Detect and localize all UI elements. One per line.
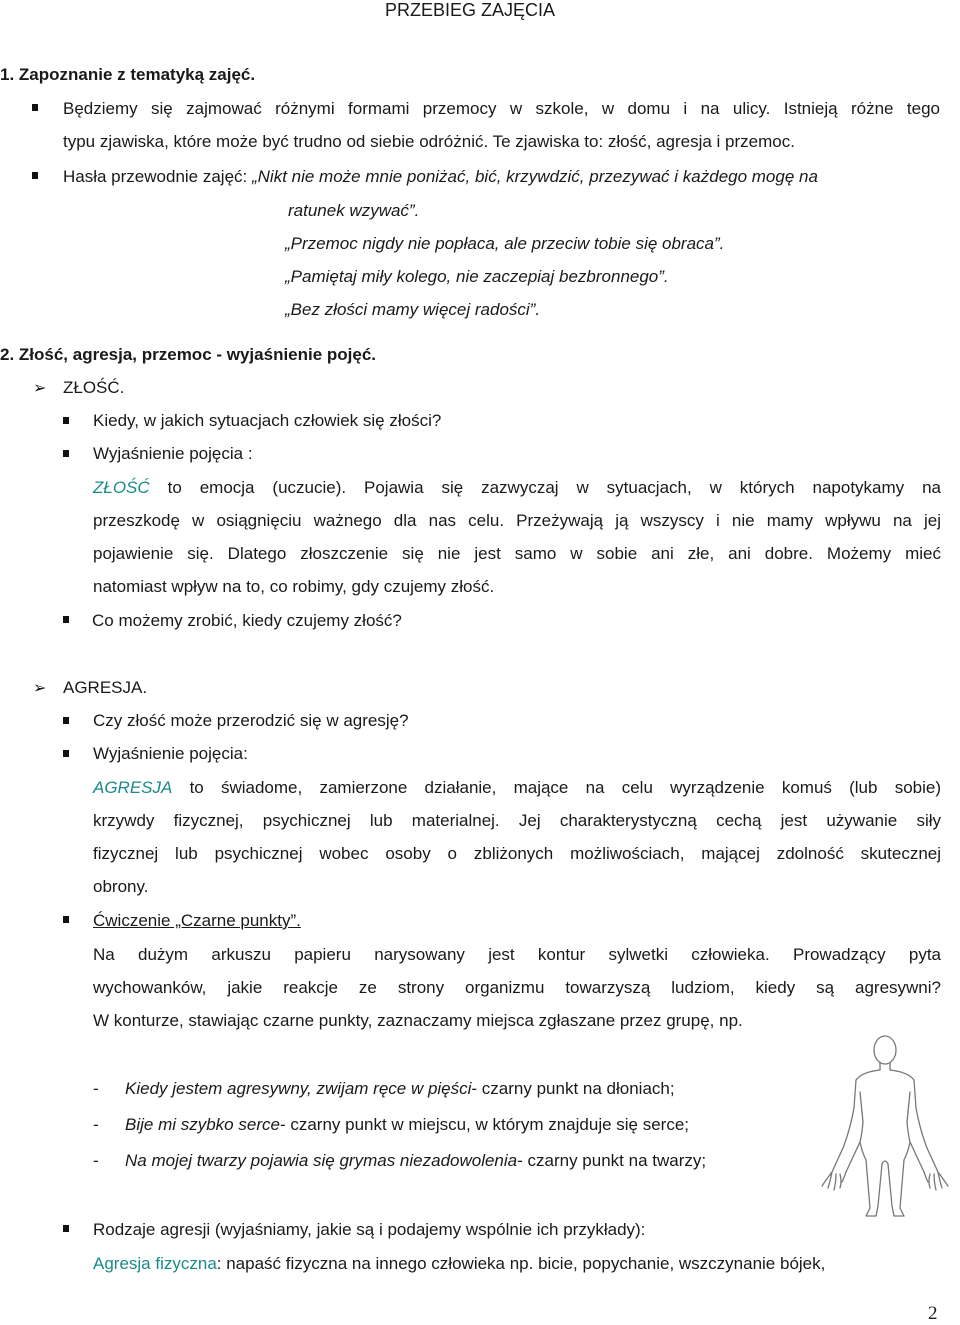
zlosc-term: ZŁOŚĆ — [93, 478, 150, 497]
agresja-question-2: Wyjaśnienie pojęcia: — [93, 744, 248, 763]
dash-item-1-rest: - czarny punkt na dłoniach; — [471, 1079, 675, 1098]
slogans-intro — [63, 167, 818, 187]
aggression-types-intro: Rodzaje agresji (wyjaśniamy, jakie są i podajemy wspólnie ich przykłady): — [93, 1220, 646, 1239]
bullet-square — [32, 104, 38, 111]
slogan-3: „Pamiętaj miły kolego, nie zaczepiaj bezbronnego”. — [285, 267, 669, 286]
agresja-title: AGRESJA. — [63, 678, 148, 697]
dash-item-1 — [93, 1079, 675, 1099]
bullet-square — [63, 916, 69, 923]
zlosc-definition-line-1 — [93, 478, 941, 498]
agresja-definition-text-1: to świadome, zamierzone działanie, mające na celu wyrządzenie komuś (lub sobie) — [189, 778, 941, 797]
dash-item-1-italic: Kiedy jestem agresywny, zwijam ręce w pięści — [125, 1079, 472, 1098]
agresja-term: AGRESJA — [93, 778, 173, 797]
zlosc-question-3: Co możemy zrobić, kiedy czujemy złość? — [92, 611, 402, 630]
dash-marker: - — [93, 1151, 99, 1170]
agresja-question-1: Czy złość może przerodzić się w agresję? — [93, 711, 409, 730]
bullet-square — [63, 417, 69, 424]
dash-item-3-italic: Na mojej twarzy pojawia się grymas niezadowolenia — [125, 1151, 518, 1170]
slogan-1a: „Nikt nie może mnie poniżać, bić, krzywdzić, przezywać i każdego mogę na — [251, 167, 818, 186]
zlosc-definition-line-2: przeszkodę w osiągnięciu ważnego dla nas celu. Przeżywają ją wszyscy i nie mamy wpływu na jej — [93, 511, 941, 530]
agresja-definition-line-4: obrony. — [93, 877, 149, 896]
section-1-bullet-1-line-2: typu zjawiska, które może być trudno od siebie odróżnić. Te zjawiska to: złość, agresja i przemoc. — [63, 132, 795, 151]
physical-aggression-text: : napaść fizyczna na innego człowieka np. bicie, popychanie, wszczynanie bójek, — [216, 1254, 826, 1273]
dash-item-2 — [93, 1115, 689, 1135]
section-2-heading: 2. Złość, agresja, przemoc - wyjaśnienie pojęć. — [0, 345, 377, 364]
zlosc-question-2: Wyjaśnienie pojęcia : — [93, 444, 253, 463]
slogan-2: „Przemoc nigdy nie popłaca, ale przeciw tobie się obraca”. — [285, 234, 725, 253]
agresja-definition-line-1 — [93, 778, 941, 798]
physical-aggression-line — [93, 1254, 825, 1274]
zlosc-title: ZŁOŚĆ. — [63, 378, 125, 397]
dash-marker: - — [93, 1079, 99, 1098]
section-1-heading: 1. Zapoznanie z tematyką zajęć. — [0, 65, 256, 84]
page-number: 2 — [928, 1303, 938, 1324]
bullet-square — [63, 616, 69, 623]
slogan-4: „Bez złości mamy więcej radości”. — [285, 300, 541, 319]
dash-item-2-italic: Bije mi szybko serce — [125, 1115, 280, 1134]
zlosc-question-1: Kiedy, w jakich sytuacjach człowiek się złości? — [93, 411, 442, 430]
agresja-definition-line-3: fizycznej lub psychicznej wobec osoby o zbliżonych możliwościach, mającej zdolność skutecznej — [93, 844, 941, 863]
bullet-square — [32, 172, 38, 179]
zlosc-definition-line-4: natomiast wpływ na to, co robimy, gdy czujemy złość. — [93, 577, 495, 596]
arrow-bullet-icon: ➢ — [33, 680, 47, 697]
exercise-title — [93, 911, 301, 931]
agresja-definition-line-2: krzywdy fizycznej, psychicznej lub materialnej. Jej charakterystyczną cechą jest używanie siły — [93, 811, 941, 830]
section-1-bullet-1-line-1: Będziemy się zajmować różnymi formami przemocy w szkole, w domu i na ulicy. Istnieją różne tego — [63, 99, 940, 118]
bullet-square — [63, 450, 69, 457]
dash-item-3 — [93, 1151, 706, 1171]
bullet-square — [63, 717, 69, 724]
dash-item-2-rest: - czarny punkt w miejscu, w którym znajduje się serce; — [279, 1115, 690, 1134]
zlosc-definition-line-3: pojawienie się. Dlatego złoszczenie się nie jest samo w sobie ani złe, ani dobre. Możemy mieć — [93, 544, 941, 563]
dash-item-3-rest: - czarny punkt na twarzy; — [517, 1151, 707, 1170]
page-title: PRZEBIEG ZAJĘCIA — [384, 0, 556, 20]
slogan-1b: ratunek wzywać”. — [288, 201, 420, 220]
exercise-title-text: Ćwiczenie „Czarne punkty”. — [93, 911, 301, 930]
physical-aggression-label: Agresja fizyczna — [93, 1254, 217, 1273]
exercise-line-2: wychowanków, jakie reakcje ze strony organizmu towarzyszą ludziom, kiedy są agresywni? — [93, 978, 941, 997]
bullet-square — [63, 1225, 69, 1232]
human-silhouette-icon — [810, 1030, 960, 1220]
zlosc-definition-text-1: to emocja (uczucie). Pojawia się zazwyczaj w sytuacjach, w których napotykamy na — [167, 478, 941, 497]
arrow-bullet-icon: ➢ — [33, 380, 47, 397]
exercise-line-1: Na dużym arkuszu papieru narysowany jest kontur sylwetki człowieka. Prowadzący pyta — [93, 945, 941, 964]
dash-marker: - — [93, 1115, 99, 1134]
slogans-label: Hasła przewodnie zajęć: — [63, 167, 252, 186]
exercise-line-3: W konturze, stawiając czarne punkty, zaznaczamy miejsca zgłaszane przez grupę, np. — [93, 1011, 743, 1030]
bullet-square — [63, 750, 69, 757]
